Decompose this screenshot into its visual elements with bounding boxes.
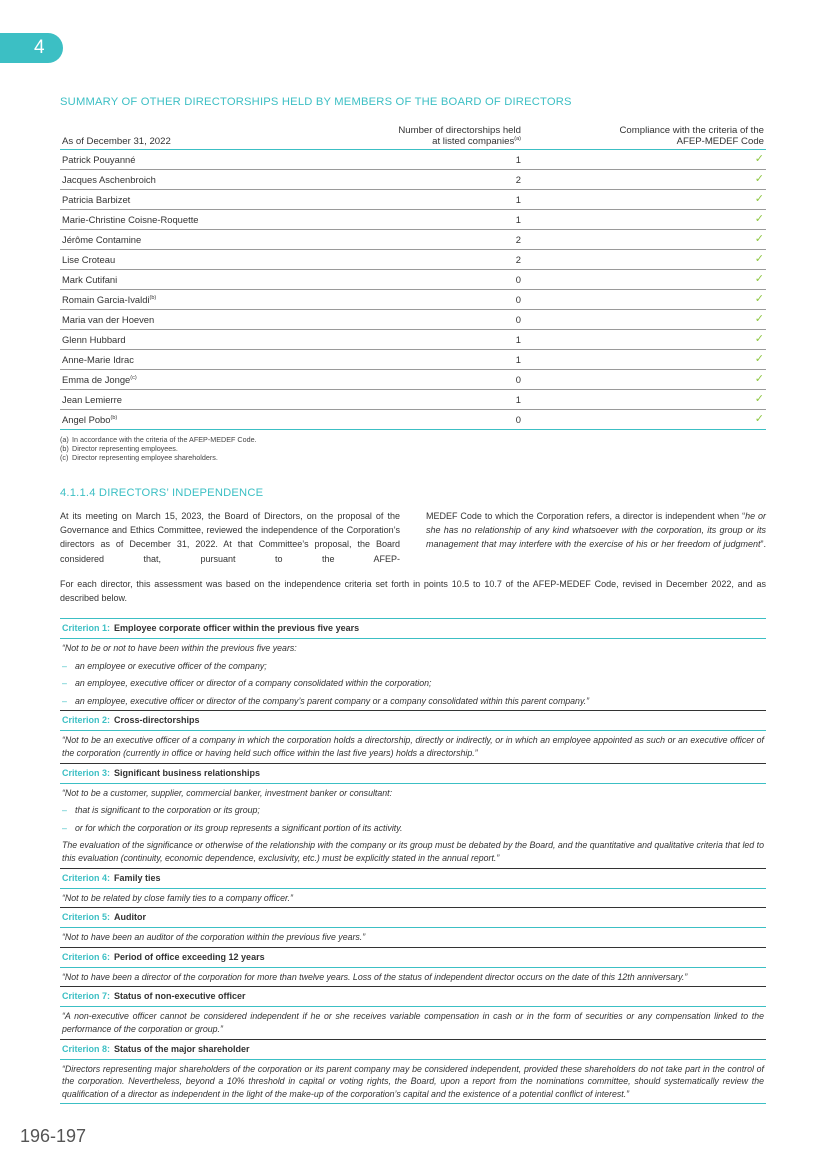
table-row: [60, 270, 766, 290]
checkmark-icon: ✓: [521, 230, 766, 250]
criterion-heading: [60, 869, 766, 889]
footnote-mark: (c): [60, 453, 69, 462]
criterion-label: Criterion 5:: [62, 912, 111, 923]
checkmark-icon: ✓: [521, 190, 766, 210]
criterion-lead: “A non-executive officer cannot be considered independent if he or she receives variable compensation in cash or in the form of securities or any compensation linked to the performance of the corporation or group.”: [62, 1011, 764, 1034]
director-name: Patrick Pouyanné: [60, 150, 364, 170]
criterion-heading: [60, 1040, 766, 1060]
criterion-heading: [60, 908, 766, 928]
header-compliance: [521, 125, 766, 150]
table-row: [60, 310, 766, 330]
criterion-tail: The evaluation of the significance or otherwise of the relationship with the company or its group must be debated by the Board, and the quantitative and qualitative criteria that led to this evaluation (continuity, economic dependence, exclusivity, etc.) must be explicitly stated in the annual report.”: [62, 840, 764, 863]
criterion-label: Criterion 7:: [62, 991, 111, 1002]
checkmark-icon: ✓: [521, 410, 766, 430]
criterion-body: [60, 968, 766, 987]
criterion-title: Status of non-executive officer: [114, 991, 246, 1002]
criterion-title: Cross-directorships: [114, 715, 200, 726]
criterion-item: – an employee, executive officer or director of a company consolidated within the corporation;: [62, 678, 432, 689]
director-name: Patricia Barbizet: [60, 190, 364, 210]
checkmark-icon: ✓: [521, 350, 766, 370]
criterion-title: Employee corporate officer within the previous five years: [114, 623, 360, 633]
footnote-text: In accordance with the criteria of the AFEP-MEDEF Code.: [72, 435, 257, 444]
page-number: 196-197: [20, 1126, 87, 1146]
criterion-heading: [60, 619, 766, 639]
criterion-body: [60, 1060, 766, 1104]
criterion-label: Criterion 3:: [62, 767, 111, 778]
table-row: [60, 170, 766, 190]
director-note: (b): [149, 294, 157, 301]
criterion-heading: [60, 711, 766, 731]
criterion-item: – that is significant to the corporation or its group;: [62, 805, 260, 816]
table-row: [60, 350, 766, 370]
checkmark-icon: ✓: [521, 210, 766, 230]
criterion-body: [60, 731, 766, 762]
criterion-lead: “Not to be an executive officer of a company in which the corporation holds a directorship, directly or indirectly, or in which an employee appointed as such or an executive officer of the corporation (currently in office or having held such office within the last five years) holds a directorship.”: [62, 735, 764, 758]
header-count: [364, 125, 521, 150]
criterion-item: – or for which the corporation or its group represents a significant portion of its activity.: [62, 822, 403, 833]
header-count-line1: Number of directorships held: [398, 125, 521, 136]
criterion-body: [60, 889, 766, 908]
checkmark-icon: ✓: [521, 170, 766, 190]
criterion-body: [60, 928, 766, 947]
directorship-count: 1: [364, 210, 521, 230]
criterion-item: – an employee, executive officer or director of the company’s parent company or a company consolidated within this parent company.”: [62, 695, 590, 706]
criterion-title: Family ties: [114, 872, 161, 883]
directorship-count: 1: [364, 150, 521, 170]
criterion-title: Significant business relationships: [114, 767, 261, 778]
footnotes: [60, 435, 257, 462]
criterion-block: [60, 907, 766, 947]
table-row: [60, 290, 766, 310]
criterion-block: [60, 710, 766, 762]
dash-icon: –: [62, 678, 67, 689]
footnote: [60, 435, 257, 444]
directorship-count: 0: [364, 310, 521, 330]
table-row: [60, 330, 766, 350]
footnote-mark: (a): [60, 435, 69, 444]
criterion-body: [60, 639, 766, 710]
header-count-note: (a): [514, 135, 521, 142]
criterion-heading: [60, 764, 766, 784]
directorship-count: 0: [364, 370, 521, 390]
criterion-block: [60, 763, 766, 868]
header-compliance-line1: Compliance with the criteria of the: [619, 125, 764, 136]
director-name: Maria van der Hoeven: [60, 310, 364, 330]
director-note: (c): [130, 374, 137, 381]
criterion-title: Period of office exceeding 12 years: [114, 951, 265, 962]
intro-right-quote: he or she has no relationship of any kind whatsoever with the corporation, its group or its management that may interfere with the exercise of his or her freedom of judgment: [426, 511, 767, 550]
intro-right-end: ”.: [760, 539, 766, 550]
checkmark-icon: ✓: [521, 270, 766, 290]
header-compliance-line2: AFEP-MEDEF Code: [676, 136, 764, 147]
criterion-item: – an employee or executive officer of the company;: [62, 660, 267, 671]
criterion-label: Criterion 1:: [62, 623, 111, 633]
directorship-count: 0: [364, 270, 521, 290]
criterion-heading: [60, 987, 766, 1007]
director-name: Jean Lemierre: [60, 390, 364, 410]
intro-left-paragraph: At its meeting on March 15, 2023, the Board of Directors, on the proposal of the Governance and Ethics Committee, reviewed the independence of the Corporation’s directors as of December 31, 2022. At that Committee’s proposal, the Board considered that, pursuant to the AFEP-: [60, 511, 400, 564]
table-row: [60, 150, 766, 170]
criterion-heading: [60, 948, 766, 968]
directorship-count: 1: [364, 350, 521, 370]
subsection-title: 4.1.1.4 DIRECTORS’ INDEPENDENCE: [60, 487, 264, 499]
table-body: [60, 150, 766, 430]
director-name: Mark Cutifani: [60, 270, 364, 290]
criterion-block: [60, 947, 766, 987]
criterion-lead: “Not to have been a director of the corporation for more than twelve years. Loss of the status of independent director occurs on the date of this 12th anniversary.”: [62, 971, 688, 982]
dash-icon: –: [62, 822, 67, 833]
table-row: [60, 390, 766, 410]
directorship-count: 1: [364, 190, 521, 210]
criterion-lead: “Not to be or not to have been within the previous five years:: [62, 643, 297, 653]
intro-right-paragraph: [426, 509, 766, 566]
directorship-count: 0: [364, 410, 521, 430]
checkmark-icon: ✓: [521, 250, 766, 270]
header-count-line2: at listed companies: [432, 136, 515, 147]
assessment-paragraph: For each director, this assessment was based on the independence criteria set forth in points 10.5 to 10.7 of the AFEP-MEDEF Code, revised in December 2022, and as described below.: [60, 579, 766, 604]
checkmark-icon: ✓: [521, 390, 766, 410]
table-row: [60, 370, 766, 390]
director-name: Emma de Jonge$^{(c)}$: [60, 370, 364, 390]
criterion-label: Criterion 4:: [62, 872, 111, 883]
criteria-list: [60, 618, 766, 1104]
table-row: [60, 230, 766, 250]
table-row: [60, 210, 766, 230]
director-name: Glenn Hubbard: [60, 330, 364, 350]
footnote-text: Director representing employees.: [72, 444, 178, 453]
footnote: [60, 453, 257, 462]
table-header-row: [60, 125, 766, 150]
checkmark-icon: ✓: [521, 330, 766, 350]
director-name: Jacques Aschenbroich: [60, 170, 364, 190]
criterion-title: Auditor: [114, 912, 147, 923]
checkmark-icon: ✓: [521, 310, 766, 330]
footnote: [60, 444, 257, 453]
criterion-block: [60, 986, 766, 1038]
criterion-lead: “Directors representing major shareholders of the corporation or its parent company may be considered independent, provided these shareholders do not take part in the control of the corporation. Nevertheless, beyond a 10% threshold in capital or voting rights, the Board, upon a report from the nominations committee, should systematically review the qualification of a director as independent in the light of the make-up of the corporation’s capital and the existence of a potential conflict of interest.”: [62, 1063, 764, 1099]
directorship-count: 2: [364, 250, 521, 270]
dash-icon: –: [62, 695, 67, 706]
directorship-count: 2: [364, 170, 521, 190]
directorships-table: [60, 125, 766, 430]
dash-icon: –: [62, 805, 67, 816]
criterion-lead: “Not to have been an auditor of the corporation within the previous five years.”: [62, 932, 366, 943]
criterion-lead: “Not to be related by close family ties to a company officer.”: [62, 892, 293, 903]
checkmark-icon: ✓: [521, 290, 766, 310]
footnote-mark: (b): [60, 444, 69, 453]
criterion-label: Criterion 8:: [62, 1043, 111, 1054]
directorship-count: 1: [364, 330, 521, 350]
director-name: Marie-Christine Coisne-Roquette: [60, 210, 364, 230]
table-row: [60, 250, 766, 270]
criterion-block: [60, 1039, 766, 1105]
section-title: SUMMARY OF OTHER DIRECTORSHIPS HELD BY MEMBERS OF THE BOARD OF DIRECTORS: [60, 96, 572, 108]
director-name: Lise Croteau: [60, 250, 364, 270]
criterion-body: [60, 784, 766, 868]
criterion-title: Status of the major shareholder: [114, 1043, 250, 1054]
directorship-count: 1: [364, 390, 521, 410]
chapter-tab: 4: [0, 33, 63, 63]
director-name: Jérôme Contamine: [60, 230, 364, 250]
checkmark-icon: ✓: [521, 370, 766, 390]
criterion-block: [60, 868, 766, 908]
criterion-block: [60, 618, 766, 710]
director-name: Angel Pobo$^{(b)}$: [60, 410, 364, 430]
director-name: Romain Garcia-Ivaldi$^{(b)}$: [60, 290, 364, 310]
intro-right-plain: MEDEF Code to which the Corporation refers, a director is independent when “: [426, 511, 746, 521]
criterion-label: Criterion 6:: [62, 951, 111, 962]
director-note: (b): [110, 414, 118, 421]
directorship-count: 2: [364, 230, 521, 250]
directorship-count: 0: [364, 290, 521, 310]
checkmark-icon: ✓: [521, 150, 766, 170]
header-date: As of December 31, 2022: [60, 125, 364, 150]
footnote-text: Director representing employee shareholders.: [72, 453, 218, 462]
table-row: [60, 410, 766, 430]
criterion-lead: “Not to be a customer, supplier, commercial banker, investment banker or consultant:: [62, 787, 393, 798]
criterion-body: [60, 1007, 766, 1038]
criterion-label: Criterion 2:: [62, 715, 111, 726]
director-name: Anne-Marie Idrac: [60, 350, 364, 370]
table-row: [60, 190, 766, 210]
dash-icon: –: [62, 660, 67, 671]
